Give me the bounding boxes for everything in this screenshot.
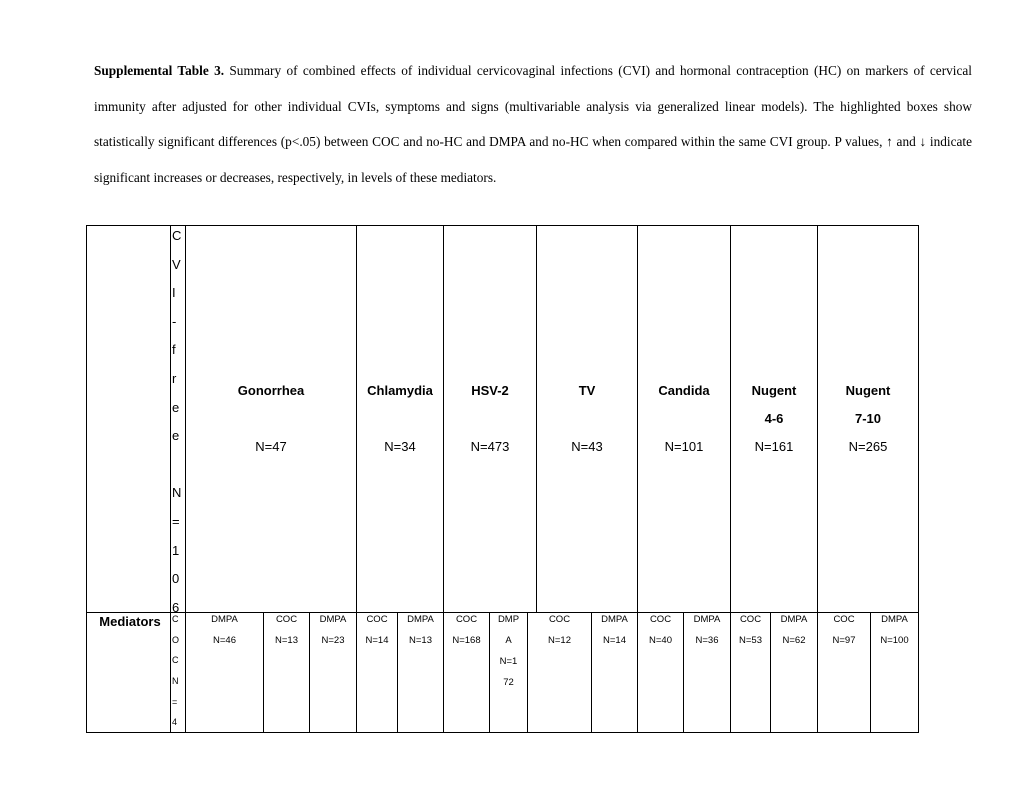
table-bottom-border	[86, 732, 919, 733]
table-top-border	[86, 225, 919, 226]
subcol-header	[398, 609, 443, 651]
subcol-count: N=53	[739, 635, 762, 646]
subcol-count: N=168	[452, 635, 481, 646]
header-char: O	[172, 634, 180, 645]
group-count: N=47	[255, 439, 287, 454]
group-divider	[356, 225, 357, 613]
subcol-header	[818, 609, 870, 651]
header-char: f	[172, 342, 176, 358]
group-divider	[637, 225, 638, 613]
subcol-type: COC	[455, 614, 478, 625]
subcol-type: A	[505, 635, 512, 646]
table-left-border	[86, 225, 87, 733]
header-char: e	[172, 428, 180, 444]
subcol-type: COC	[739, 614, 762, 625]
table-caption	[94, 53, 972, 195]
subcol-header	[592, 609, 637, 651]
cvi-free-header	[172, 222, 186, 622]
subcol-type: DMPA	[211, 614, 238, 625]
header-char: N	[172, 485, 182, 501]
header-char: e	[172, 399, 180, 415]
group-name-range: 4-6	[764, 411, 784, 426]
subcol-count: N=14	[365, 635, 389, 646]
subcol-type: DMPA	[780, 614, 808, 625]
group-name: Candida	[658, 383, 710, 398]
subcol-header	[771, 609, 817, 651]
header-char: V	[172, 256, 181, 272]
subcol-count: N=13	[275, 635, 298, 646]
group-name: Nugent	[751, 383, 797, 398]
subcol-header	[638, 609, 683, 651]
subcol-count: N=40	[649, 635, 672, 646]
subcol-type: DMPA	[693, 614, 721, 625]
subcol-header	[731, 609, 770, 651]
group-name: HSV-2	[471, 383, 509, 398]
subcol-count: N=97	[832, 635, 856, 646]
header-char: C	[172, 228, 182, 243]
header-char: N	[172, 676, 179, 687]
subcol-header	[444, 609, 489, 651]
subcol-header	[357, 609, 397, 651]
subcol-type: DMPA	[407, 614, 434, 625]
group-divider	[443, 225, 444, 613]
group-count: N=43	[571, 439, 603, 454]
subcol-count: N=12	[548, 635, 571, 646]
subcol-count: N=23	[321, 635, 345, 646]
group-name: Nugent	[845, 383, 891, 398]
subcol-header	[264, 609, 309, 651]
header-char: r	[172, 370, 177, 386]
subcol-type: COC	[833, 614, 855, 625]
group-count: N=473	[470, 439, 510, 454]
subcol-type: COC	[649, 614, 672, 625]
subcol-count: N=100	[880, 635, 909, 646]
header-char: 1	[172, 542, 180, 558]
subcol-count: N=46	[213, 635, 236, 646]
subcol-type: DMPA	[319, 614, 347, 625]
header-char: C	[172, 655, 179, 666]
subcol-type: COC	[275, 614, 298, 625]
header-char: 0	[172, 571, 180, 587]
subcol-type: DMPA	[601, 614, 628, 625]
subcol-type: DMP	[497, 614, 520, 625]
subcol-type: DMPA	[881, 614, 908, 625]
header-char: 6	[172, 599, 180, 615]
subcol-count: N=1	[499, 656, 518, 667]
header-char	[172, 451, 186, 480]
header-char: =	[172, 513, 180, 529]
group-name: TV	[578, 383, 596, 398]
header-char: C	[172, 614, 179, 624]
subcol-header	[490, 609, 527, 693]
coc-subheader	[172, 609, 184, 733]
group-name: Chlamydia	[367, 383, 433, 398]
subcol-count: N=36	[695, 635, 719, 646]
header-char: 4	[172, 717, 178, 728]
group-count: N=34	[384, 439, 416, 454]
subcol-count: N=62	[782, 635, 806, 646]
subcol-count: N=13	[409, 635, 432, 646]
subcol-header	[684, 609, 730, 651]
group-count: N=101	[664, 439, 704, 454]
col-divider	[170, 225, 171, 733]
subcol-header	[528, 609, 591, 651]
subcol-count: 72	[503, 677, 514, 688]
group-count: N=161	[754, 439, 794, 454]
subcol-header	[871, 609, 918, 651]
subcol-header	[186, 609, 263, 651]
group-divider	[536, 225, 537, 613]
subcol-type: COC	[366, 614, 388, 625]
mediators-header: Mediators	[99, 614, 161, 629]
group-count: N=265	[848, 439, 888, 454]
caption-text: Summary of combined effects of individual cervicovaginal infections (CVI) and hormonal contraception (HC) on markers of cervical immunity after adjusted for other individual CVIs, symptoms and signs (multivariable analysis via generalized linear models). The highlighted boxes show statistically significant differences (p<.05) between COC and no-HC and DMPA and no-HC when compared within the same CVI group. P values, ↑ and ↓ indicate significant increases or decreases, respectively, in levels of these mediators.	[94, 63, 972, 185]
header-char: =	[172, 696, 178, 707]
subcol-count: N=14	[603, 635, 626, 646]
header-char: I	[172, 285, 176, 301]
header-char: -	[172, 313, 177, 329]
group-name-range: 7-10	[854, 411, 882, 426]
group-name: Gonorrhea	[237, 383, 305, 398]
subcol-header	[310, 609, 356, 651]
caption-label: Supplemental Table 3.	[94, 63, 225, 79]
table-right-border	[918, 225, 919, 733]
subcol-type: COC	[548, 614, 571, 625]
